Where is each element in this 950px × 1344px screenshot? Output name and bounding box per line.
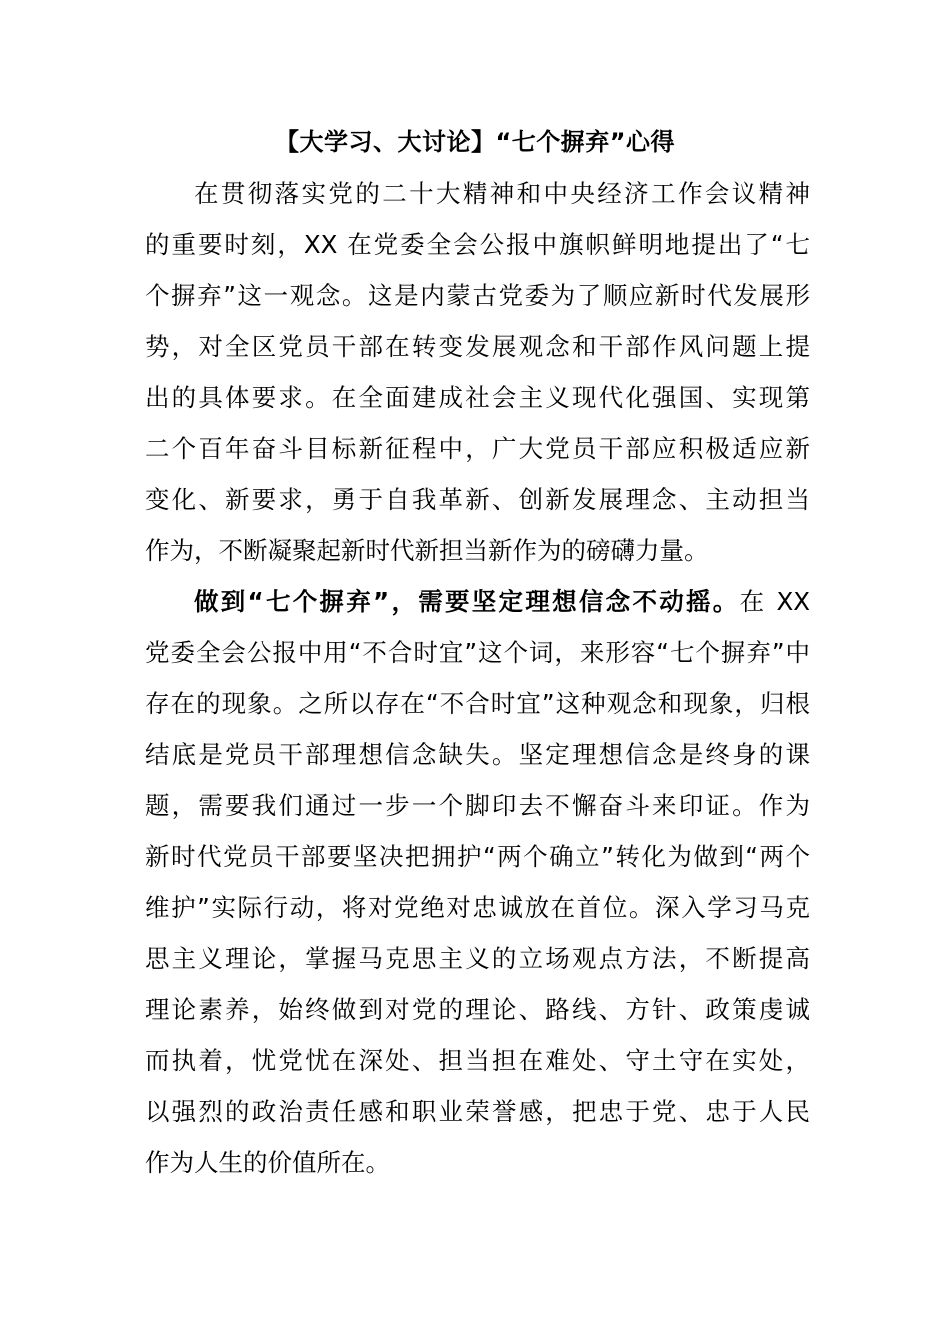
paragraph-2-line: 党委全会公报中用“不合时宜”这个词，来形容“七个摒弃”中 — [145, 638, 810, 667]
paragraph-2 — [145, 576, 810, 1188]
paragraph-2-line: 而执着，忧党忧在深处、担当担在难处、守土守在实处， — [145, 1046, 810, 1075]
paragraph-2-line: 以强烈的政治责任感和职业荣誉感，把忠于党、忠于人民 — [145, 1097, 810, 1126]
paragraph-1-line: 二个百年奋斗目标新征程中，广大党员干部应积极适应新 — [145, 434, 810, 463]
paragraph-1-line: 变化、新要求，勇于自我革新、创新发展理念、主动担当 — [145, 485, 810, 514]
paragraph-1-line: 势，对全区党员干部在转变发展观念和干部作风问题上提 — [145, 332, 810, 361]
paragraph-1-line: 作为，不断凝聚起新时代新担当新作为的磅礴力量。 — [145, 536, 709, 565]
paragraph-2-line: 作为人生的价值所在。 — [145, 1148, 390, 1177]
document-title: 【大学习、大讨论】“七个摒弃”心得 — [274, 128, 676, 156]
paragraph-2-line: 维护”实际行动，将对党绝对忠诚放在首位。深入学习马克 — [145, 893, 810, 922]
paragraph-2-line: 新时代党员干部要坚决把拥护“两个确立”转化为做到“两个 — [145, 842, 810, 871]
paragraph-2-first-line-rest: 在 XX — [739, 587, 810, 616]
paragraph-1-line: 的重要时刻，XX 在党委全会公报中旗帜鲜明地提出了“七 — [145, 230, 810, 259]
document-body — [145, 168, 810, 1188]
paragraph-2-line: 结底是党员干部理想信念缺失。坚定理想信念是终身的课 — [145, 740, 810, 769]
paragraph-2-line: 思主义理论，掌握马克思主义的立场观点方法，不断提高 — [145, 944, 810, 973]
paragraph-2-line: 题，需要我们通过一步一个脚印去不懈奋斗来印证。作为 — [145, 791, 810, 820]
paragraph-1-line: 出的具体要求。在全面建成社会主义现代化强国、实现第 — [145, 383, 810, 412]
paragraph-2-line: 理论素养，始终做到对党的理论、路线、方针、政策虔诚 — [145, 995, 810, 1024]
paragraph-2-line: 存在的现象。之所以存在“不合时宜”这种观念和现象，归根 — [145, 689, 810, 718]
paragraph-2-first-line — [145, 576, 810, 627]
paragraph-1-line: 个摒弃”这一观念。这是内蒙古党委为了顺应新时代发展形 — [145, 281, 810, 310]
paragraph-1-line: 在贯彻落实党的二十大精神和中央经济工作会议精神 — [194, 179, 810, 208]
paragraph-1 — [145, 168, 810, 576]
paragraph-2-heading: 做到“七个摒弃”，需要坚定理想信念不动摇。 — [194, 587, 740, 616]
